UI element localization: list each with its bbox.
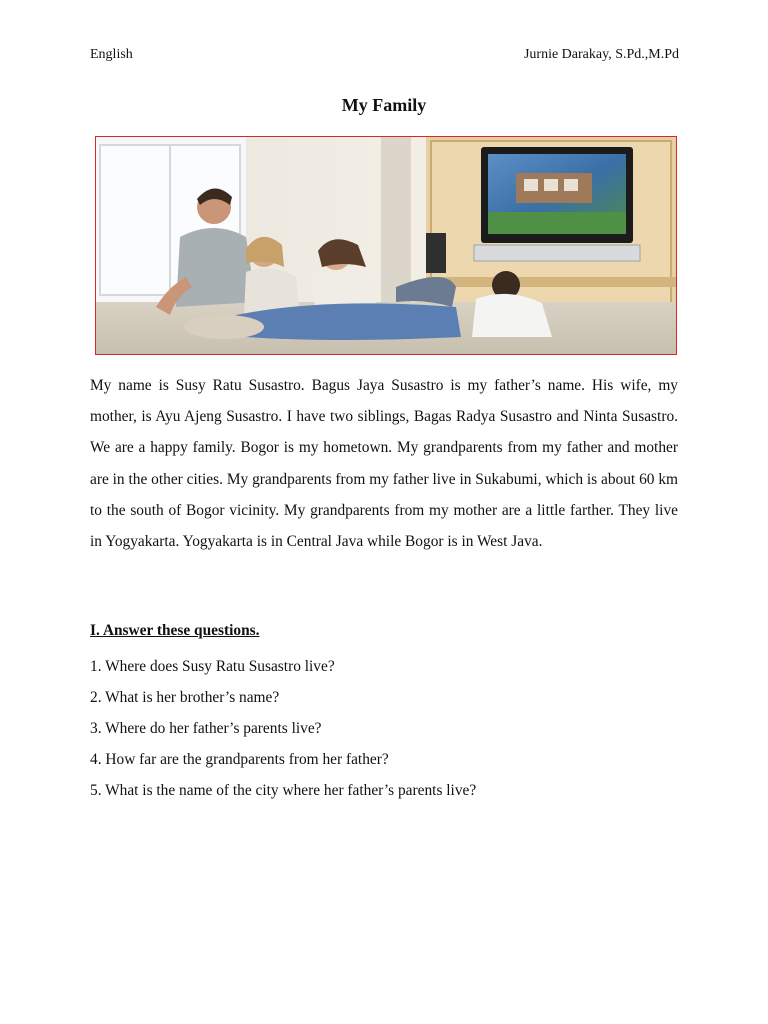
header-subject: English	[90, 47, 133, 62]
question-item: 3. Where do her father’s parents live?	[90, 720, 322, 737]
question-item: 2. What is her brother’s name?	[90, 689, 280, 706]
header-author: Jurnie Darakay, S.Pd.,M.Pd	[523, 47, 679, 62]
story-paragraph: My name is Susy Ratu Susastro. Bagus Jaya Susastro is my father’s name. His wife, my mother, is Ayu Ajeng Susastro. I have two siblings, Bagas Radya Susastro and Ninta Susastro. We are a happy family. Bogor is my hometown. My grandparents from my father and mother are in the other cities. My grandparents from my father live in Sukabumi, which is about 60 km to the south of Bogor vicinity. My grandparents from my mother are a little farther. They live in Yogyakarta. Yogyakarta is in Central Java while Bogor is in West Java.	[90, 377, 678, 551]
question-item: 1. Where does Susy Ratu Susastro live?	[90, 658, 335, 675]
question-item: 4. How far are the grandparents from her father?	[90, 751, 389, 768]
question-list	[90, 651, 476, 806]
page-title: My Family	[341, 95, 427, 115]
family-photo	[95, 136, 677, 355]
question-item: 5. What is the name of the city where her father’s parents live?	[90, 782, 477, 799]
exercise-heading: I. Answer these questions.	[90, 622, 260, 639]
